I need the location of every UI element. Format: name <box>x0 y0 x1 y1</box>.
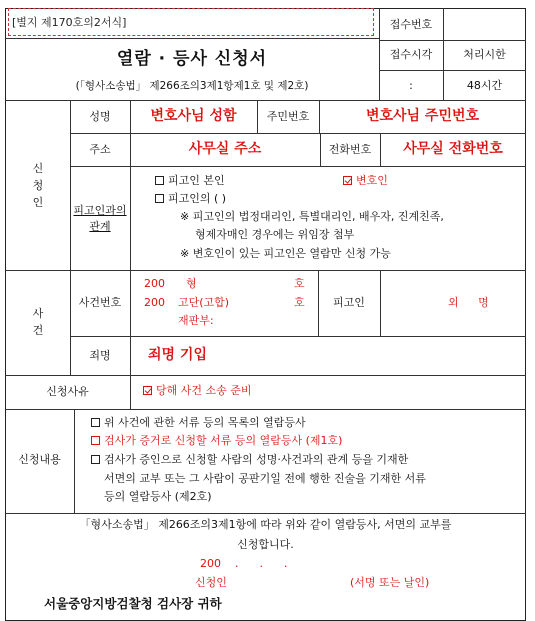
relation-note-3: ※ 변호인이 있는 피고인은 열람만 신청 가능 <box>180 247 391 260</box>
reason-label: 신청사유 <box>46 385 89 398</box>
case-type-2: 고단(고합) <box>178 296 230 309</box>
addressee: 서울중앙지방검찰청 검사장 귀하 <box>44 596 222 611</box>
checkbox-icon[interactable] <box>155 194 164 203</box>
receipt-time-value: : <box>409 79 413 92</box>
relation-note-2: 형제자매인 경우에는 위임장 첨부 <box>195 228 355 241</box>
case-number-label: 사건번호 <box>78 296 122 309</box>
case-year-2: 200 <box>144 296 165 309</box>
case-year-1: 200 <box>144 277 165 290</box>
case-section-label: 사건 <box>32 307 44 337</box>
page-subtitle: (「형사소송법」 제266조의3제1항제1호 및 제2호) <box>75 80 309 92</box>
application-date[interactable]: 200 . . . <box>200 557 288 570</box>
reason-value: 당해 사건 소송 준비 <box>156 384 252 397</box>
relation-other-option[interactable] <box>155 192 226 206</box>
name-value[interactable]: 변호사님 성함 <box>150 108 237 124</box>
defendant-value[interactable]: 외 명 <box>448 296 497 309</box>
applicant-section-label: 신청인 <box>32 162 44 209</box>
content-label: 신청내용 <box>18 453 61 466</box>
phone-value[interactable]: 사무실 전화번호 <box>403 141 503 157</box>
checkbox-icon[interactable] <box>91 436 100 445</box>
content-item-1[interactable] <box>91 416 306 430</box>
statement-line-1: 「형사소송법」 제266조의3제1항에 따라 위와 같이 열람등사, 서면의 교부를 <box>79 518 452 531</box>
content-item-3-text: 검사가 증인으로 신청할 사람의 성명·사건과의 관계 등을 기재한 <box>104 453 409 466</box>
address-value[interactable]: 사무실 주소 <box>188 141 262 157</box>
checkbox-icon[interactable] <box>91 418 100 427</box>
content-item-3[interactable] <box>91 453 408 467</box>
relation-other-text: 피고인의 ( ) <box>168 192 227 205</box>
page-title: 열람 · 등사 신청서 <box>116 49 268 69</box>
checked-checkbox-icon[interactable] <box>343 176 352 185</box>
processing-time-label: 처리시한 <box>463 48 506 61</box>
case-no-suffix-2: 호 <box>294 296 305 309</box>
relation-self-option[interactable] <box>155 174 225 188</box>
relation-label <box>70 203 130 235</box>
relation-self-text: 피고인 본인 <box>168 174 225 187</box>
address-label: 주소 <box>89 143 111 156</box>
phone-label: 전화번호 <box>328 143 372 156</box>
checkbox-icon[interactable] <box>91 455 100 464</box>
content-item-2[interactable] <box>91 434 342 448</box>
receipt-time-label: 접수시각 <box>389 48 433 61</box>
charge-value[interactable]: 죄명 기입 <box>148 347 207 363</box>
name-label: 성명 <box>89 110 111 123</box>
resident-no-value[interactable]: 변호사님 주민번호 <box>365 108 480 124</box>
signer-label: 신청인 <box>195 576 227 589</box>
case-number-line-2[interactable] <box>144 296 314 310</box>
processing-time-value: 48시간 <box>466 79 503 92</box>
case-number-line-1[interactable] <box>144 277 314 291</box>
relation-lawyer-option[interactable] <box>343 174 388 188</box>
receipt-no-label: 접수번호 <box>389 18 433 31</box>
reason-option[interactable] <box>143 384 252 398</box>
defendant-label: 피고인 <box>333 296 365 309</box>
checked-checkbox-icon[interactable] <box>143 386 152 395</box>
signature-note[interactable]: (서명 또는 날인) <box>350 576 430 589</box>
form-label: [별지 제170호의2서식] <box>12 16 127 29</box>
relation-lawyer-text: 변호인 <box>356 174 388 187</box>
relation-label-text: 피고인과의관계 <box>73 204 127 233</box>
case-no-suffix-1: 호 <box>294 277 305 290</box>
resident-no-label: 주민번호 <box>266 110 310 123</box>
content-item-2-text: 검사가 증거로 신청할 서류 등의 열람등사 (제1호) <box>104 434 343 447</box>
relation-note-1: ※ 피고인의 법정대리인, 특별대리인, 배우자, 진계친족, <box>180 210 444 223</box>
checkbox-icon[interactable] <box>155 176 164 185</box>
charge-label: 죄명 <box>89 349 111 362</box>
content-item-3-line-3: 등의 열람등사 (제2호) <box>104 490 212 503</box>
court-division[interactable]: 재판부: <box>178 314 214 327</box>
content-item-1-text: 위 사건에 관한 서류 등의 목록의 열람등사 <box>104 416 306 429</box>
content-item-3-line-2: 서면의 교부 또는 그 사람이 공판기일 전에 행한 진술을 기재한 서류 <box>104 472 426 485</box>
case-type-1: 형 <box>186 277 197 290</box>
statement-line-2: 신청합니다. <box>237 538 294 551</box>
